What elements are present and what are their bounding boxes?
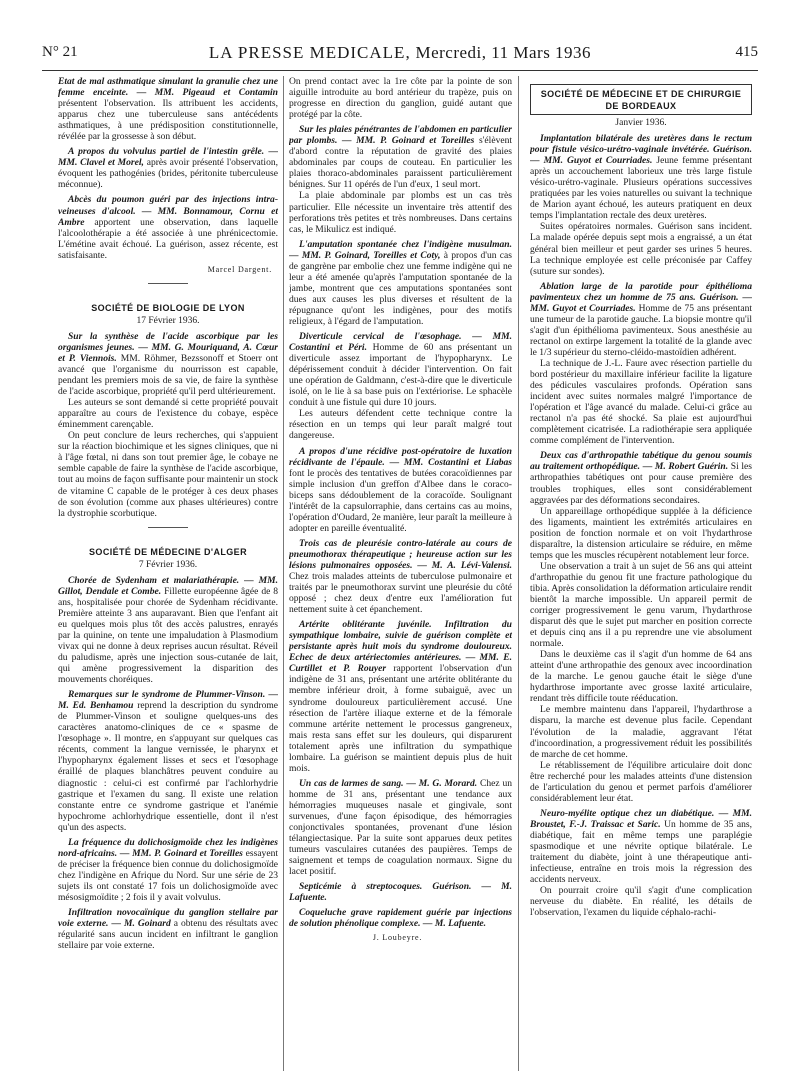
session-date: 17 Février 1936. [136,315,200,326]
column-divider [518,76,519,1071]
article-body: La technique de J.-L. Faure avec résection partielle du bord postérieur du maxillaire inférieur facilite la ligature des pédicules vasculaires profonds. Opération sans incident avec suites normales malgré l'importance de l'opération et l'âge avancé du malade. Celui-ci grâce au rectanol n'a pas été shocké. Sa plaie est aujourd'hui complètement cicatrisée. La radiothérapie sera appliquée comme complément de l'intervention. [530,357,752,447]
article-body: On pourrait croire qu'il s'agit d'une complication nerveuse du diabète. En réalité, les détails de l'observation, l'examen du liquide céphalo-rachi- [530,885,752,919]
society-heading-box [530,84,752,115]
session-date: 7 Février 1936. [138,559,198,570]
session-date: Janvier 1936. [615,118,667,128]
society-heading: SOCIÉTÉ DE BIOLOGIE DE LYON [91,302,245,313]
society-heading-line2: DE BORDEAUX [605,101,677,111]
article-title: Coqueluche grave rapidement guérie par injections de solution phénolique complexe. — M. Lafuente. [289,907,512,930]
article-body: Un appareillage orthopédique supplée à la déficience des ligaments, maintient les extrémités articulaires en position de fonction normale et on voit l'hydarthrose disparaître, la distension articulaire se réduire, en même temps que les muscles récupèrent notablement leur force. [530,505,752,561]
article-body: à propos d'un cas de gangrène par embolie chez une femme indigène qui ne leur a été amenée qu'après l'amputation spontanée de la jambe, montrent que ces amputations spontanées sont dues aux causes les plus diverses et résultent de la répugnance qu'ont les indigènes, pour des motifs religieux, à l'égard de l'amputation. [289,249,512,327]
column-divider [283,76,284,1071]
article-body: Si les arthropathies tabétiques ont pour cause première des troubles trophiques, elles sont considérablement aggravées par des déformations secondaires. [530,461,752,506]
article-body: Dans le deuxième cas il s'agit d'un homme de 64 ans atteint d'une arthropathie des genoux avec incoordination de la marche. Le genou gauche était le siège d'une hydarthrose importante avec grosse laxité articulaire, rendant très difficile toute rééducation. [530,649,752,705]
article-title: Sur la synthèse de l'acide ascorbique par les organismes jeunes. — MM. G. Mouriquand, A. Cœur et P. Viennois. [58,330,278,364]
article-title: Trois cas de pleurésie contro-latérale au cours de pneumothorax thérapeutique ; heureuse action sur les lésions pulmonaires opposées. — M. A. Lévi-Valensi. [289,537,512,571]
article-body: Le membre maintenu dans l'appareil, l'hydarthrose a disparu, la marche est devenue plus facile. Cependant l'évolution de la maladie, aggravant l'état d'incoordination, a progressivement réduit les possibilités de marche de cet homme. [530,704,752,760]
section-separator [148,527,188,528]
article-body: apportent une observation, dans laquelle l'alcoolothérapie a été associée à une phrénicectomie. L'émétine avait échoué. La guérison, assez récente, est satisfaisante. [58,216,278,261]
article-title: La fréquence du dolichosigmoïde chez les indigènes nord-africains. — MM. P. Goinard et Toreilles [58,836,278,859]
article-title: L'amputation spontanée chez l'indigène musulman. — MM. P. Goinard, Toreilles et Coty, [289,238,512,261]
column-middle [289,76,512,1071]
article-title: Infiltration novocaïnique du ganglion stellaire par voie externe. — M. Goinard [58,907,278,930]
article-title: Remarques sur le syndrome de Plummer-Vinson. — M. Ed. Benhamou [58,689,278,712]
article-body: s'élèvent d'abord contre la réputation de gravité des plaies abdominales par coups de couteau. En particulier les plaies thoraco-abdominales paraissent particulièrement bénignes. Sur 11 opérés de l'un d'eux, 1 seul mort. [289,135,512,191]
article-title: Implantation bilatérale des uretères dans le rectum pour fistule vésico-urétro-vaginale invétérée. Guérison. — MM. Guyot et Courriades. [530,133,752,167]
author-signature: Marcel Dargent. [207,264,272,274]
article-body: après avoir présenté l'observation, évoquent les pathogénies (brides, péritonite tuberculeuse méconnue). [58,157,278,191]
article-title: Septicémie à streptocoques. Guérison. — M. Lafuente. [289,881,512,904]
article-title: Abcès du poumon guéri par des injections intra-veineuses d'alcool. — MM. Bonnamour, Cornu et Ambre [58,194,278,228]
article-body: On peut conclure de leurs recherches, qui s'appuient sur la réaction biochimique et les signes cliniques, que ni à l'âge fœtal, ni dans son tout premier âge, le cobaye ne semble capable de faire la synthèse de l'acide ascorbique, tout au moins de façon suffisante pour maintenir un stock de vitamine C capable de le protéger à ces deux phases de son évolution (comme aux phases ultérieures) contre la dystrophie scorbutique. [58,430,278,519]
page-number: 415 [735,44,758,60]
article-body: Chez trois malades atteints de tuberculose pulmonaire et traités par le pneumothorax survint une pleurésie du côté opposé ; chez deux d'entre eux l'amélioration fut nettement suite à cet épanchement. [289,571,512,616]
journal-masthead [42,43,758,63]
article-title: Un cas de larmes de sang. — M. G. Morard. [299,777,478,789]
article-body: reprend la description du syndrome de Plummer-Vinson et souligne quelques-uns des caractères anatomo-cliniques de ce « spasme de l'œsophage ». Il montre, en s'appuyant sur quelques cas récents, comment la langue vernissée, le pharynx et l'hypopharynx également lisses et secs et l'œsophage éraillé de plaques blanchâtres peuvent conduire au diagnostic : celui-ci est confirmé par l'achlorhydrie gastrique et l'examen du sang. Il existe une relation constante entre ce syndrome gastrique et l'anémie hypochrome achlorhydrique essentielle, dont il n'est qu'un des aspects. [58,700,278,833]
article-body: essayent de préciser la fréquence bien connue du dolichosigmoïde chez l'indigène en Afrique du Nord. Sur une série de 23 sujets ils ont constaté 17 fois un dolichosigmoïde avec mésosigmoïdite ; 2 fois il y avait volvulus. [58,847,278,903]
article-body: Jeune femme présentant après un accouchement laborieux une très large fistule vésico-urétro-vaginale. Plusieurs opérations successives pratiquées par les voies naturelles ou suivant la technique de Marion ayant échoué, les auteurs pratiquent en deux temps l'implantation rectale des deux uretères. [530,155,752,222]
article-body: Les auteurs se sont demandé si cette propriété pouvait apparaître au cours de l'existence du cobaye, espèce éminemment carençable. [58,397,278,431]
article-body: a obtenu des résultats avec régularité sans aucun incident en infiltrant le ganglion stellaire par voie externe. [58,918,278,952]
article-title: Artérite oblitérante juvénile. Infiltration du sympathique lombaire, suivie de guérison complète et persistante après huit mois du syndrome douloureux. Echec de deux artériectomies antérieures. — MM. E. Curtillet et P. Rouyer [289,619,512,675]
header-rule [42,70,758,71]
article-body: Chez un homme de 31 ans, présentant une tendance aux hémorragies muqueuses nasale et gingivale, sont survenues, d'une façon épisodique, des hémorragies conjonctivales spontanées, provenant d'une lésion télangiectasique. Par la suite sont apparues deux petites tumeurs vasculaires cutanées des paupières. Temps de saignement et temps de coagulation normaux. Signe du lacet positif. [289,777,512,878]
article-title: Chorée de Sydenham et malariathérapie. — MM. Gillot, Dendale et Combe. [58,574,278,597]
society-heading: SOCIÉTÉ DE MÉDECINE ET DE CHIRURGIE [540,89,742,99]
article-title: Ablation large de la parotide pour épithélioma pavimenteux chez un homme de 75 ans. Guérison. — MM. Guyot et Courriades. [530,280,752,314]
section-separator [148,283,188,284]
article-body: Un homme de 35 ans, diabétique, fait en même temps une paraplégie spasmodique et une névrite optique bilatérale. Le traitement du diabète, joint à une thérapeutique anti-infectieuse, entraîne en trois mois la régression des accidents nerveux. [530,818,752,886]
article-body: Les auteurs défendent cette technique contre la résection en un temps qui leur paraît malgré tout dangereuse. [289,408,512,442]
column-left [58,76,278,1071]
article-title: Deux cas d'arthropathie tabétique du genou soumis au traitement orthopédique. — M. Robert Guérin. [530,450,752,473]
article-title: Sur les plaies pénétrantes de l'abdomen en particulier par plombs. — MM. P. Goinard et Toreilles [289,124,512,147]
article-body: Fillette européenne âgée de 8 ans, hospitalisée pour chorée de Sydenham récidivante. Première atteinte 3 ans auparavant. Bien que l'enfant ait eu quelques mois plus tôt des accès palustres, enrayés par la quinine, on tente une impaludation à Plasmodium vivax qui ne donne à deux reprises aucun résultat. Réveil du paludisme, après une injection sous-cutanée de lait, qui amène progressivement la disparition des mouvements choréiques. [58,585,278,686]
issue-date: Mercredi, 11 Mars 1936 [415,43,592,62]
article-body: rapportent l'observation d'un indigène de 31 ans, présentant une artérite oblitérante du membre inférieur droit, à forme subaiguë, avec un syndrome douloureux particulièrement accusé. Une résection de l'artère iliaque externe et de la fémorale commune artérite nettement le processus gangreneux, mais resta sans effet sur les douleurs, qui disparurent totalement après une infiltration du sympathique lombaire. La guérison se maintient depuis plus de huit mois. [289,663,512,774]
article-body: Homme de 75 ans présentant une tumeur de la parotide gauche. La biopsie montre qu'il s'agit d'un épithélioma pavimenteux. Sous anesthésie au rectanol on extirpe largement la totalité de la glande avec le 1/3 supérieur du sterno-cléido-mastoïdien adhérent. [530,302,752,358]
article-body: La plaie abdominale par plombs est un cas très particulier. Elle nécessite un inventaire très attentif des perforations très petites et très nombreuses. Dans certains cas, le Mikulicz est indiqué. [289,190,512,235]
article-title: Etat de mal asthmatique simulant la granulie chez une femme enceinte. — MM. Pigeaud et Contamin [58,76,278,99]
column-right [530,76,752,1071]
author-signature: J. Loubeyre. [372,933,423,943]
society-heading: SOCIÉTÉ DE MÉDECINE D'ALGER [89,546,247,557]
article-body: Le rétablissement de l'équilibre articulaire doit donc être recherché pour les malades atteints d'une distension de l'articulation du genou et permet parfois d'améliorer considérablement leur état. [530,759,752,804]
article-body: présentent l'observation. Ils attribuent les accidents, apparus chez une tuberculeuse sans antécédents asthmatiques, à une prédisposition constitutionnelle, révélée par la grossesse à son début. [58,98,278,143]
article-body: MM. Röhmer, Bezssonoff et Stoerr ont avancé que l'organisme du nourrisson est capable, pendant les premiers mois de sa vie, de faire la synthèse de l'acide ascorbique, propriété qu'il perd ultérieurement. [58,352,278,398]
article-title: A propos du volvulus partiel de l'intestin grêle. — MM. Clavel et Morel, [58,146,278,169]
article-body: On prend contact avec la 1re côte par la pointe de son aiguille introduite au bord antérieur du trapèze, puis on progresse en direction du ganglion, guidé autant que protégé par la côte. [289,76,512,121]
article-body: Une observation a trait à un sujet de 56 ans qui atteint d'arthropathie du genou fit une fracture pathologique du tibia. Après consolidation la déformation articulaire rendit bientôt la marche impossible. Un appareil permit de corriger progressivement le genu varum, l'hydarthrose disparut dès que le sujet put marcher en position correcte et depuis cinq ans il a pu reprendre une vie absolument normale. [530,560,752,650]
journal-title: LA PRESSE MEDICALE, [208,43,411,62]
article-title: Neuro-myélite optique chez un diabétique. — MM. Broustet, F.-J. Traissac et Saric. [530,807,752,830]
article-body: Homme de 60 ans présentant un diverticule assez important de l'hypopharynx. Le dépérissement conduit à décider l'intervention. On fait une opération de Galdmann, c'est-à-dire que le diverticule isolé, on le lie à sa base puis on l'extériorise. Le sphacèle conduit à une fistule qui dure 10 jours. [289,342,512,409]
page-header [42,42,758,66]
article-body: font le procès des tentatives de butées coracoïdiennes par simple inclusion d'un greffon d'Albee dans le coraco-biceps sans dédoublement de la coracoïde. Soulignant l'intérêt de la capsulorraphie, dans certains cas au moins, l'opération d'Oudard, 2e manière, leur paraît la meilleure à adopter en pareille éventualité. [289,467,512,534]
article-title: Diverticule cervical de l'œsophage. — MM. Costantini et Péri. [289,331,512,354]
issue-number: N° 21 [42,44,78,60]
article-title: A propos d'une récidive post-opératoire de luxation récidivante de l'épaule. — MM. Costantini et Liabas [289,445,512,468]
article-body: Suites opératoires normales. Guérison sans incident. La malade opérée depuis sept mois a engraissé, a un état général bien meilleur et peut garder ses urines 5 heures. La technique employée est celle préconisée par Caffey (suture sur sondes). [530,221,752,277]
